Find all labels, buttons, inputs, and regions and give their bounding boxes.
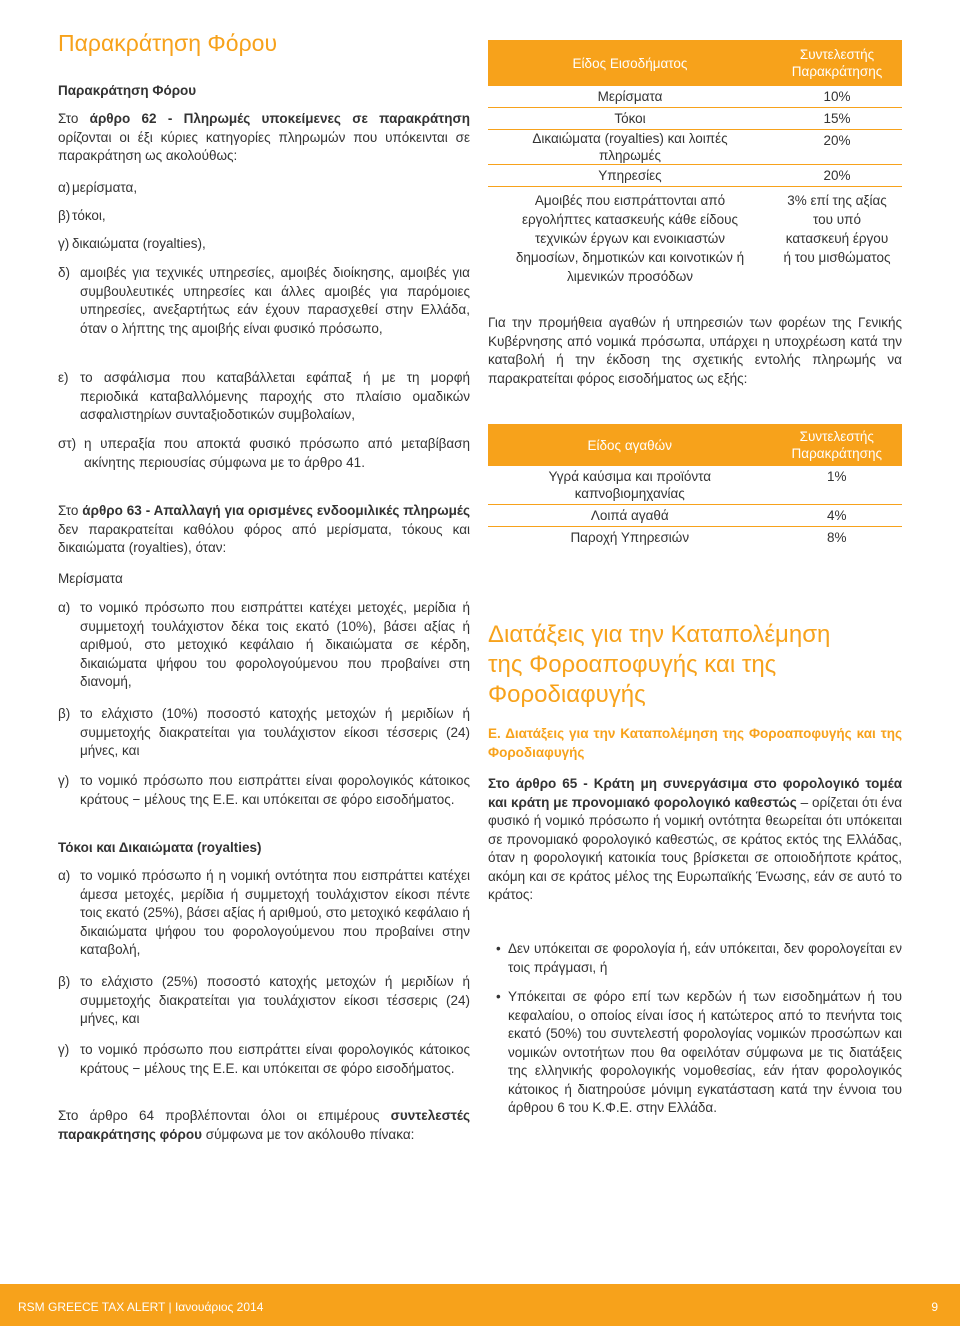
list-text: το ελάχιστο (25%) ποσοστό κατοχής μετοχών ή μεριδίων ή συμμετοχής διακρατείται για τουλάχιστον είκοσι τέσσερις (24) μήνες, και [80, 974, 470, 1026]
list-text: το νομικό πρόσωπο ή η νομική οντότητα που εισπράττει κατέχει άμεσα μετοχές, μερίδια ή συμμετοχή τουλάχιστον είκοσι πέντε τοις εκατό (25%), βάσει αξίας ή αριθμού, στο μετοχικό κεφάλαιο ή δικαιώματα ψήφου του φορολογούμενου που προβαίνει στην καταβολή, [80, 868, 470, 957]
table-header: Συντελεστής Παρακράτησης [772, 40, 902, 86]
supply-paragraph: Για την προμήθεια αγαθών ή υπηρεσιών των φορέων της Γενικής Κυβέρνησης από νομικά πρόσωπα, υπάρχει η υποχρέωση κατά την καταβολή ή την έκδοση της σχετικής εντολής πληρωμής να παρακρατείται φόρος εισοδήματος ως εξής: [488, 315, 902, 386]
list-text: το νομικό πρόσωπο που εισπράττει κατέχει μετοχές, μερίδια ή συμμετοχή τουλάχιστον δέκα τοις εκατό (10%), βάσει αξίας ή αριθμού, στο μετοχικό κεφάλαιο ή δικαιώματα σε κέρδη, δικαιώματα ψήφου του φορολογούμενου που προβαίνει στη διανομή, [80, 600, 470, 689]
table-row [488, 165, 902, 187]
list-item [58, 179, 470, 198]
table-cell: Αμοιβές που εισπράττονται από εργολήπτες κατασκευής κάθε είδους τεχνικών έργων και ενοικιαστών δημοσίων, δημοτικών και κοινοτικών ή λιμενικών προσόδων [515, 193, 745, 284]
list-text: δικαιώματα (royalties), [72, 236, 206, 251]
table-cell: Μερίσματα [488, 86, 772, 108]
table-cell: Παροχή Υπηρεσιών [570, 530, 690, 545]
article-65-paragraph [488, 775, 902, 905]
list-text: αμοιβές για τεχνικές υπηρεσίες, αμοιβές διοίκησης, αμοιβές για συμβουλευτικές υπηρεσίες και άλλες αμοιβές για παρόμοιες υπηρεσίες, ανεξαρτήτως εάν έχουν παρασχεθεί στην Ελλάδα, όταν ο λήπτης της αμοιβής είναι φυσικό πρόσωπο, [80, 265, 470, 336]
list-label: α) [58, 868, 71, 883]
list-item [58, 207, 470, 226]
table-cell: 10% [772, 86, 902, 108]
list-label: β) [58, 706, 71, 721]
bullet-text: Υπόκειται σε φόρο επί των κερδών ή των εισοδημάτων ή του κεφαλαίου, ο οποίος είναι ίσος ή κατώτερος από το πενήντα τοις εκατό (50%) του συντελεστή φορολογίας νομικών προσώπων και νομικών οντοτήτων που θα οφειλόταν σύμφωνα με τις διατάξεις της ελληνικής φορολογικής νομοθεσίας, εάν ήταν φορολογικός κάτοικος ή διατηρούσε μόνιμη εγκατάσταση κατά την έννοια του άρθρου 6 του Κ.Φ.Ε. στην Ελλάδα. [508, 989, 902, 1115]
table-cell: 4% [772, 505, 902, 527]
table-cell: 20% [772, 130, 902, 165]
withholding-rates-table [488, 40, 902, 290]
article-63-paragraph [58, 502, 470, 558]
table-cell: 15% [772, 108, 902, 130]
table-cell: Υπηρεσίες [488, 165, 772, 187]
list-label: α) [58, 180, 71, 195]
list-label: δ) [58, 265, 71, 280]
table-cell: Τόκοι [488, 108, 772, 130]
list-label: α) [58, 600, 71, 615]
list-label: στ) [58, 436, 77, 451]
table-header: Είδος αγαθών [488, 424, 772, 466]
list-text: το ασφάλισμα που καταβάλλεται εφάπαξ ή με τη μορφή περιοδικά καταβαλλόμενης παροχής στο πλαίσιο ομαδικών ασφαλιστηρίων συνταξιοδοτικών συμβολαίων, [80, 370, 470, 422]
bullet-dot: • [496, 989, 501, 1004]
list-item [58, 705, 470, 761]
article-64-ref: συντελεστές παρακράτησης φόρου [58, 1108, 470, 1142]
table-header: Συντελεστής Παρακράτησης [772, 424, 902, 466]
table-row [488, 527, 902, 549]
list-label: γ) [58, 773, 70, 788]
list-item [58, 435, 470, 472]
list-text: τόκοι, [72, 208, 106, 223]
list-item [58, 867, 470, 960]
article-65-ref: Στο άρθρο 65 - Κράτη μη συνεργάσιμα στο φορολογικό τομέα και κράτη με προνομιακό φορολογικό καθεστώς [488, 776, 902, 810]
list-item [58, 1041, 470, 1078]
art65-rest: – ορίζεται ότι ένα φυσικό ή νομικό πρόσωπο ή νομική οντότητα θεωρείται ότι υπόκειται σε προνομιακό φορολογικό καθεστώς, σε κράτος εκτός της Ελλάδας, όταν η φορολογική κατοικία τους βρίσκεται σε οποιοδήποτε κράτος, ακόμη και σε κράτος μέλος της Ευρωπαϊκής Ένωσης, εάν σε αυτό το κράτος: [488, 794, 903, 902]
intro-prefix: Στο [58, 111, 90, 126]
table-cell: 8% [827, 530, 847, 545]
art64-prefix: Στο άρθρο 64 προβλέπονται όλοι οι επιμέρους [58, 1108, 391, 1123]
intro-rest: ορίζονται οι έξι κύριες κατηγορίες πληρωμών που υπόκεινται σε παρακράτηση ως ακολούθως: [58, 129, 470, 163]
table-row [488, 187, 902, 291]
table-cell: Λοιπά αγαθά [488, 505, 772, 527]
table-cell: Δικαιώματα (royalties) και λοιπές πληρωμές [488, 130, 772, 165]
list-item [58, 599, 470, 692]
table-cell: Υγρά καύσιμα και προϊόντα καπνοβιομηχανίας [488, 466, 772, 505]
dividends-heading: Μερίσματα [58, 571, 123, 586]
list-item [58, 235, 470, 254]
table-header-row [488, 424, 902, 466]
list-item [58, 369, 470, 425]
article-62-ref: άρθρο 62 - Πληρωμές υποκείμενες σε παρακράτηση [89, 111, 470, 126]
table-cell: 20% [772, 165, 902, 187]
table-header: Είδος Εισοδήματος [488, 40, 772, 86]
table-row [488, 86, 902, 108]
section-subtitle: Παρακράτηση Φόρου [58, 83, 197, 98]
footer-label: RSM GREECE TAX ALERT | Ιανουάριος 2014 [18, 1300, 264, 1314]
table-row [488, 130, 902, 165]
bullet-dot: • [496, 941, 501, 956]
table-cell: 3% επί της αξίας του υπό κατασκευή έργου ή του μισθώματος [783, 193, 891, 265]
section-subtitle: Ε. Διατάξεις για την Καταπολέμηση της Φοροαποφυγής και της Φοροδιαφυγής [488, 726, 902, 760]
art64-rest: σύμφωνα με τον ακόλουθο πίνακα: [201, 1126, 415, 1142]
list-label: γ) [58, 1042, 70, 1057]
goods-rates-table [488, 424, 902, 548]
list-label: ε) [58, 370, 69, 385]
table-header-row [488, 40, 902, 86]
footer-bar [0, 1284, 960, 1326]
list-label: γ) [58, 236, 70, 251]
list-label: β) [58, 974, 71, 989]
list-item [58, 973, 470, 1029]
list-item [58, 264, 470, 338]
list-text: μερίσματα, [72, 180, 138, 195]
list-item [58, 772, 470, 809]
art63-rest: δεν παρακρατείται καθόλου φόρος από μερίσματα, τόκους και δικαιώματα (royalties), όταν: [58, 521, 470, 555]
page-number: 9 [931, 1300, 938, 1314]
table-row [488, 505, 902, 527]
list-label: β) [58, 208, 71, 223]
interest-heading: Τόκοι και Δικαιώματα (royalties) [58, 840, 262, 855]
bullet-text: Δεν υπόκειται σε φορολογία ή, εάν υπόκειται, δεν φορολογείται εν τοις πράγμασι, ή [508, 941, 902, 975]
bullet-item [496, 988, 902, 1118]
section-title: Διατάξεις για την Καταπολέμηση της Φοροαποφυγής και της Φοροδιαφυγής [488, 621, 831, 708]
table-cell: 1% [772, 466, 902, 505]
art63-prefix: Στο [58, 503, 83, 518]
list-text: το νομικό πρόσωπο που εισπράττει είναι φορολογικός κάτοικος κράτους − μέλους της Ε.Ε. και υπόκειται σε φόρο εισοδήματος. [80, 773, 470, 807]
list-text: το νομικό πρόσωπο που εισπράττει είναι φορολογικός κάτοικος κράτους − μέλους της Ε.Ε. και υπόκειται σε φόρο εισοδήματος. [80, 1042, 470, 1076]
table-row [488, 108, 902, 130]
list-text: το ελάχιστο (10%) ποσοστό κατοχής μετοχών ή μεριδίων ή συμμετοχής διακρατείται για τουλάχιστον είκοσι τέσσερις (24) μήνες, και [80, 706, 470, 758]
article-63-ref: άρθρο 63 - Απαλλαγή για ορισμένες ενδοομιλικές πληρωμές [82, 503, 470, 518]
article-64-paragraph [58, 1107, 470, 1144]
list-text: η υπεραξία που αποκτά φυσικό πρόσωπο από μεταβίβαση ακίνητης περιουσίας σύμφωνα με το άρθρο 41. [84, 436, 470, 470]
bullet-item [496, 940, 902, 977]
page-title: Παρακράτηση Φόρου [58, 30, 278, 56]
intro-paragraph [58, 110, 470, 166]
table-row [488, 466, 902, 505]
